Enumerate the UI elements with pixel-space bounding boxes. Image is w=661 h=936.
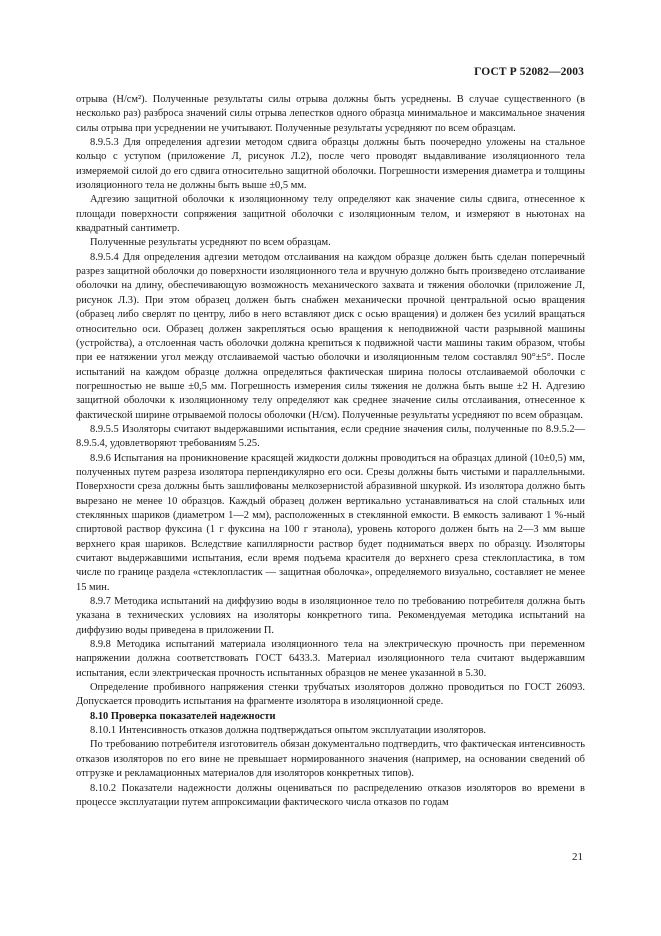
paragraph-manufacturer-confirmation: По требованию потребителя изготовитель обязан документально подтвердить, что фактическая интенсивность отказов изоляторов по его вине не превышает нормированного значения (например, на основании сведений об отгрузке и рекламационных материалов для изоляторов конкретных типов). [76,739,585,780]
paragraph-8-9-7: 8.9.7 Методика испытаний на диффузию воды в изоляционное тело по требованию потребителя должна быть указана в технических условиях на изоляторы конкретного типа. Рекомендуемая методика испытаний на диффузию воды приведена в приложении П. [76,596,585,636]
paragraph-shear-adhesion-definition: Адгезию защитной оболочки к изоляционному телу определяют как значение силы сдвига, отнесенное к площади поверхности сопряжения защитной оболочки с изоляционным телом, и измеряют в ньютонах на квадратный сантиметр. [76,194,585,235]
paragraph-8-10-1: 8.10.1 Интенсивность отказов должна подтверждаться опытом эксплуатации изоляторов. [90,725,487,737]
section-heading-8-10: 8.10 Проверка показателей надежности [90,710,276,722]
paragraph-8-10-2: 8.10.2 Показатели надежности должны оцениваться по распределению отказов изоляторов во времени в процессе эксплуатации путем аппроксимации фактического числа отказов по годам [76,782,585,808]
document-body [76,93,585,810]
document-standard-number: ГОСТ Р 52082—2003 [474,66,584,78]
paragraph-8-9-6: 8.9.6 Испытания на проникновение красящей жидкости должны проводиться на образцах длиной (10±0,5) мм, полученных путем разреза изолятора перпендикулярно его оси. Срезы должны быть чистыми и параллельными. Поверхности среза должны быть зашлифованы мелкозернистой абразивной шкуркой. Из изолятора должно быть вырезано не менее 10 образцов. Каждый образец должен вертикально устанавливаться на слой стальных или стеклянных шариков (диаметром 1—2 мм), расположенных в стеклянной емкости. В емкость заливают 1 %-ный спиртовой раствор фуксина (1 г фуксина на 100 г этанола), уровень которого должен быть на 2—3 мм выше верхнего края шариков. Вследствие капиллярности раствор будет подниматься вверх по образцу. Изоляторы считают выдержавшими испытания, если время подъема красителя до верхнего среза стеклопластика, в том числе по границе раздела «стеклопластик — защитная оболочка», определяемого визуально, составляет не менее 15 мин. [76,452,585,593]
paragraph-8-9-5-3: 8.9.5.3 Для определения адгезии методом сдвига образцы должны быть поочередно уложены на стальное кольцо с уступом (приложение Л, рисунок Л.2), после чего проводят выдавливание изоляционного тела измеряемой силой до его сдвига относительно защитной оболочки. Погрешности измерения диаметра и толщины изоляционного тела не должны быть выше ±0,5 мм. [76,137,585,192]
paragraph-8-9-5-5: 8.9.5.5 Изоляторы считают выдержавшими испытания, если средние значения силы, полученные по 8.9.5.2—8.9.5.4, удовлетворяют требованиям 5.25. [76,423,585,450]
paragraph-8-9-5-4: 8.9.5.4 Для определения адгезии методом отслаивания на каждом образце должен быть сделан поперечный разрез защитной оболочки до поверхности изоляционного тела и вручную должно быть произведено отслаивание оболочки на длину, обеспечивающую возможность механического захвата и тяжения оболочки (приложение Л, рисунок Л.3). При этом образец должен быть снабжен механически прочной центральной осью вращения (образец либо сверлят по центру, либо в него вставляют диск с осью вращения) и должен без усилий вращаться относительно оси. Образец должен закрепляться осью вращения к неподвижной части разрывной машины (устройства), а отслоенная часть оболочки должна крепиться к подвижной части машины таким образом, чтобы при ее натяжении угол между отслаиваемой частью оболочки и изоляционным телом составлял 90°±5°. После испытаний на каждом образце должна определяться фактическая ширина полосы отслаиваемой оболочки с погрешностью не выше ±0,5 мм. Погрешность измерения силы тяжения не должна быть выше ±2 Н. Адгезию защитной оболочки к изоляционному телу определяют как среднее значение силы отслаивания, отнесенное к фактической ширине отрываемой полосы оболочки (Н/см). Полученные результаты усредняют по всем образцам. [76,251,585,421]
paragraph-8-9-8: 8.9.8 Методика испытаний материала изоляционного тела на электрическую прочность при переменном напряжении должна соответствовать ГОСТ 6433.3. Материал изоляционного тела считают выдержавшим испытания, если электрическая прочность испытанных образцов не менее указанной в 5.30. [76,639,585,679]
page-number: 21 [572,851,583,863]
paragraph-continuation: отрыва (Н/см²). Полученные результаты силы отрыва должны быть усреднены. В случае существенного (в несколько раз) разброса значений силы отрыва лепестков одного образца минимальное и максимальное значения силы отрыва при усреднении не учитывают. Полученные результаты усредняют по всем образцам. [76,94,585,134]
paragraph-shear-averaging: Полученные результаты усредняют по всем образцам. [90,237,331,249]
paragraph-breakdown-voltage: Определение пробивного напряжения стенки трубчатых изоляторов должно проводиться по ГОСТ 26093. Допускается проводить испытания на фрагменте изолятора в изоляционной среде. [76,682,585,708]
